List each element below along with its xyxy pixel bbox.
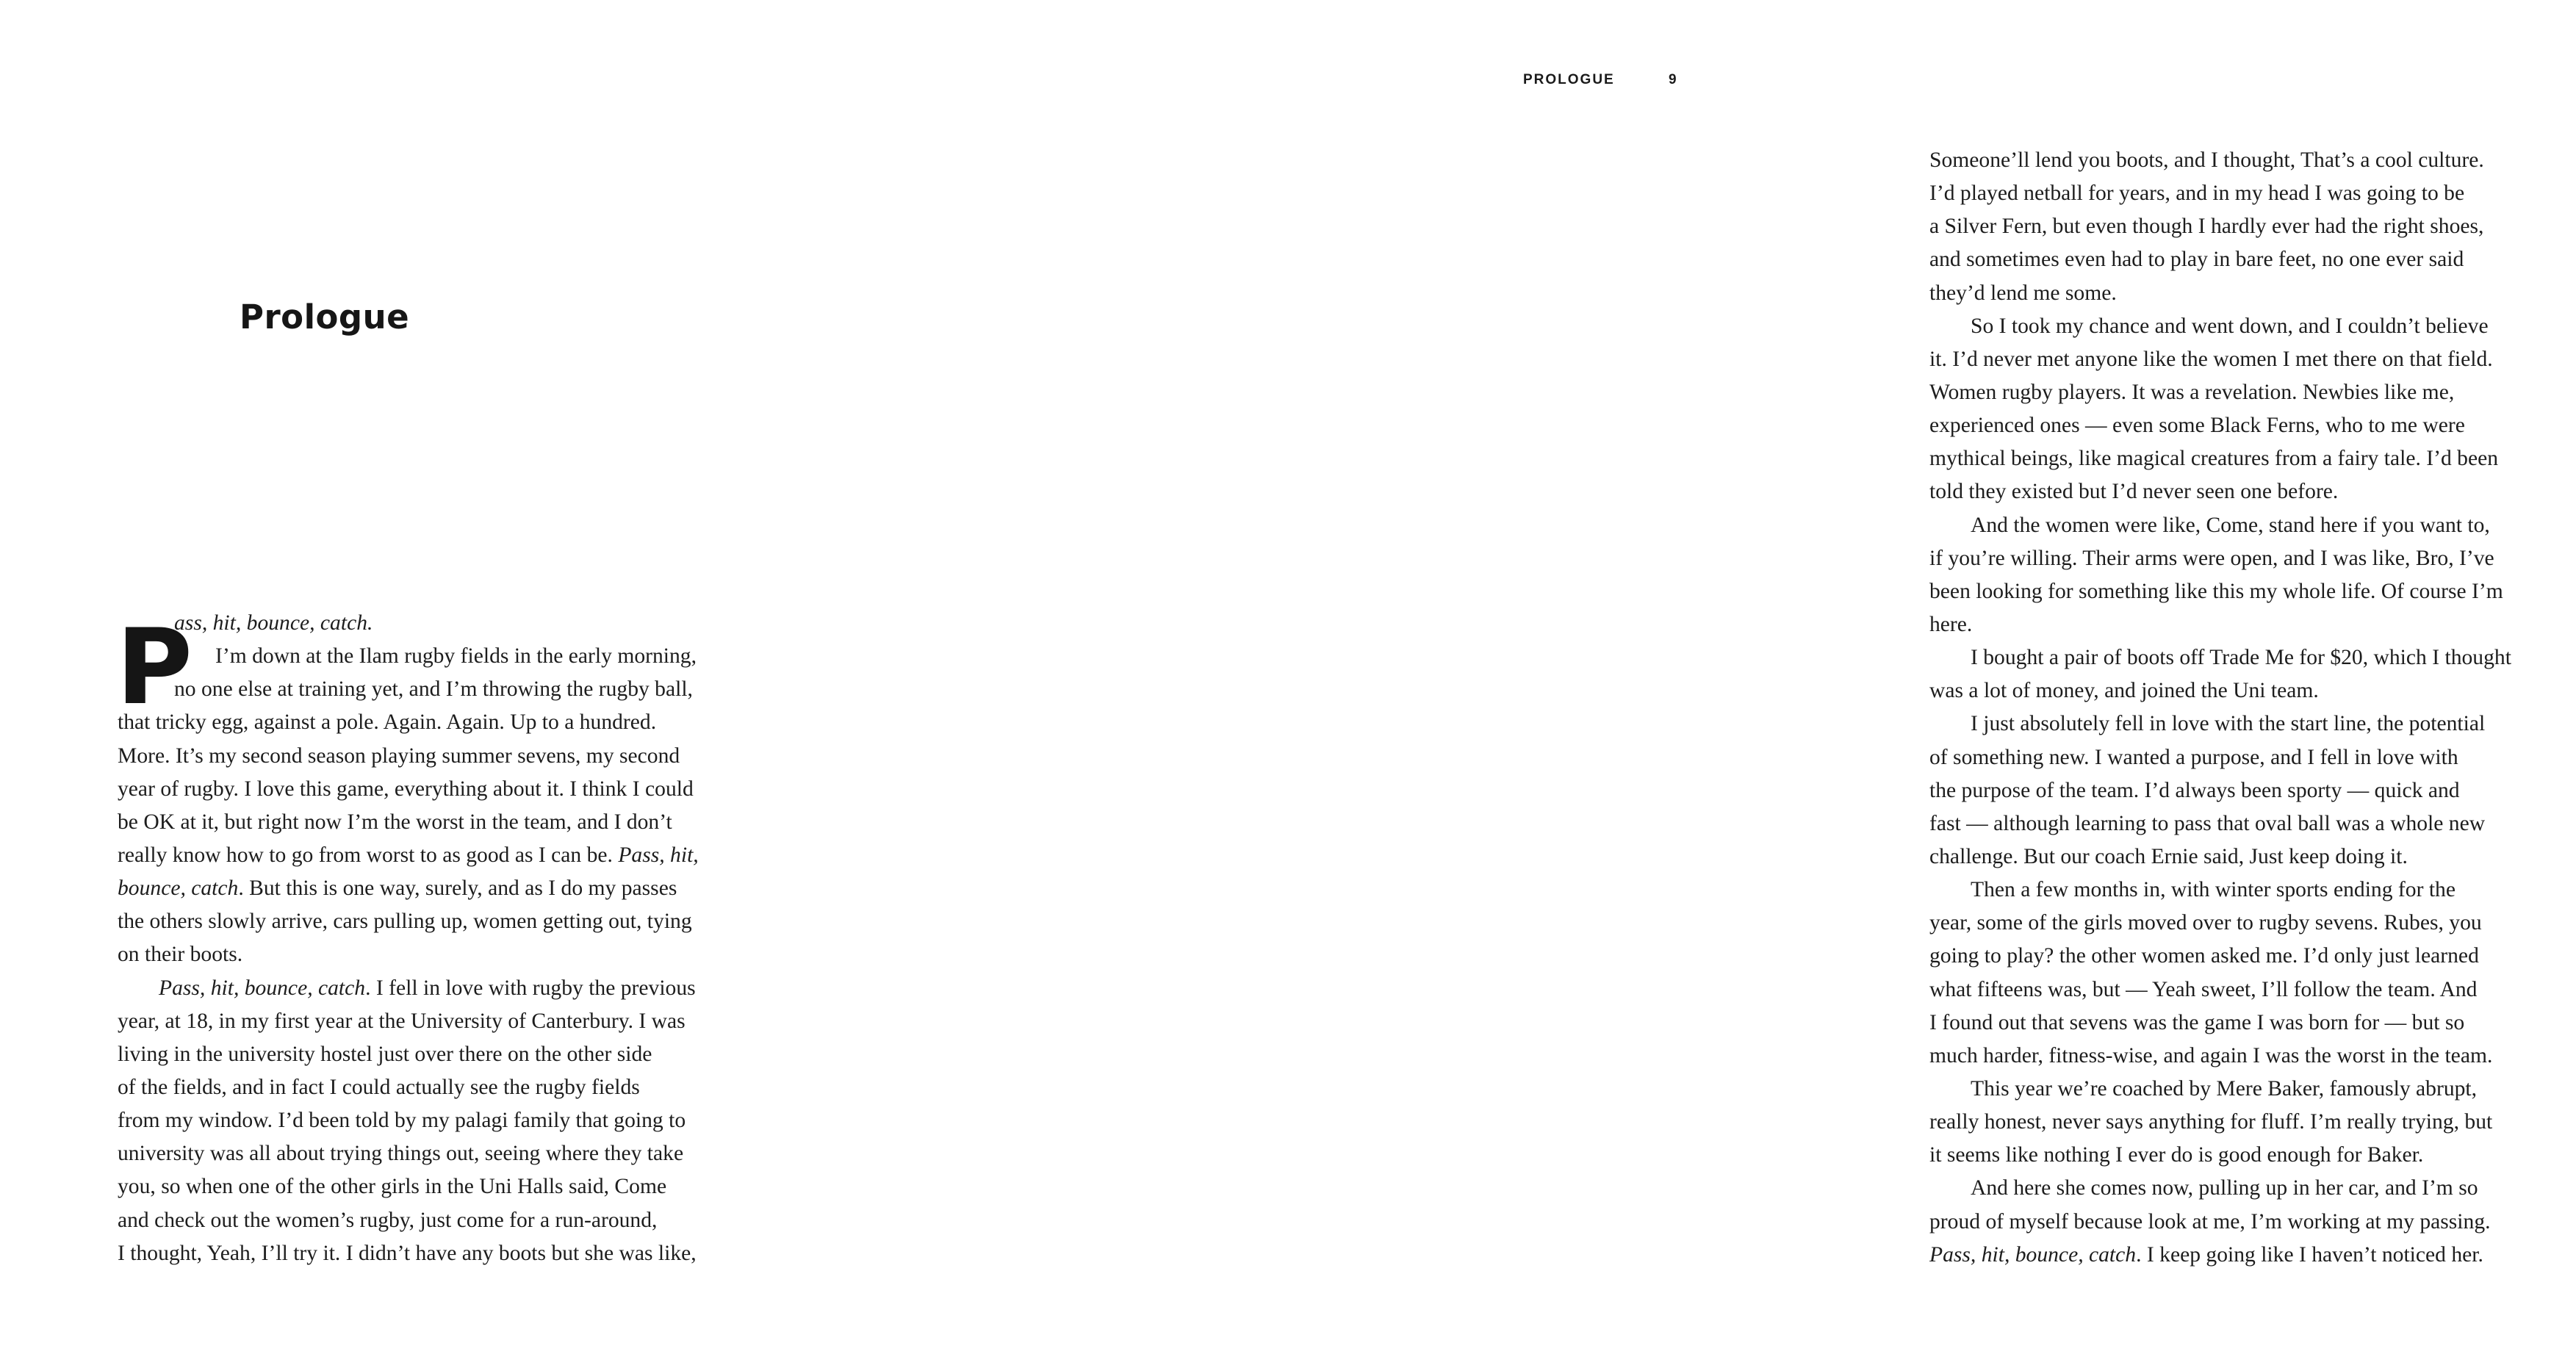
running-head-title: PROLOGUE (1523, 72, 1615, 87)
text-segment: experienced ones — even some Black Ferns, who to me were (1929, 414, 2465, 438)
text-line (1929, 1073, 2576, 1106)
text-segment: from my window. I’d been told by my palagi family that going to (118, 1109, 686, 1133)
text-segment: been looking for something like this my whole life. Of course I’m (1929, 579, 2503, 603)
text-segment: And the women were like, Come, stand here if you want to, (1971, 513, 2490, 537)
text-line (118, 1237, 764, 1270)
text-line (1929, 641, 2576, 674)
right-page (885, 0, 2511, 1354)
text-segment: year of rugby. I love this game, everything about it. I think I could (118, 777, 694, 801)
text-line (1929, 343, 2576, 376)
text-segment: More. It’s my second season playing summer sevens, my second (118, 743, 680, 768)
text-segment: mythical beings, like magical creatures from a fairy tale. I’d been (1929, 447, 2499, 471)
text-line (118, 640, 764, 673)
text-line (1929, 243, 2576, 276)
text-segment: I’d played netball for years, and in my head I was going to be (1929, 181, 2465, 206)
text-segment: This year we’re coached by Mere Baker, famously abrupt, (1971, 1076, 2478, 1101)
text-segment: I bought a pair of boots off Trade Me for $20, which I thought (1971, 646, 2511, 670)
text-segment: a Silver Fern, but even though I hardly ever had the right shoes, (1929, 215, 2484, 239)
text-line (1929, 1007, 2576, 1040)
left-body-text (118, 607, 764, 1270)
text-line (1929, 707, 2576, 741)
text-line (1929, 475, 2576, 508)
text-line (118, 607, 764, 640)
text-segment: I’m down at the Ilam rugby fields in the early morning, (215, 644, 697, 669)
text-line (1929, 973, 2576, 1007)
drop-cap: P (116, 607, 193, 728)
text-line (1929, 874, 2576, 907)
italic-text: Pass, hit, bounce, catch (1929, 1242, 2137, 1267)
italic-text: Pass, hit, (618, 843, 699, 867)
text-segment: university was all about trying things out, seeing where they take (118, 1142, 684, 1166)
text-segment: what fifteens was, but — Yeah sweet, I’ll follow the team. And (1929, 977, 2478, 1001)
text-line (1929, 144, 2576, 177)
text-segment: and sometimes even had to play in bare feet, no one ever said (1929, 248, 2464, 272)
text-line (1929, 310, 2576, 343)
text-segment: they’d lend me some. (1929, 281, 2117, 305)
text-segment: that tricky egg, against a pole. Again. Again. Up to a hundred. (118, 710, 657, 735)
text-segment: be OK at it, but right now I’m the worst in the team, and I don’t (118, 810, 672, 834)
text-line (1929, 741, 2576, 774)
text-line (1929, 177, 2576, 210)
text-line (1929, 1206, 2576, 1239)
right-body-text (1929, 144, 2576, 1272)
text-segment: I thought, Yeah, I’ll try it. I didn’t have any boots but she was like, (118, 1241, 697, 1265)
text-line (1929, 807, 2576, 840)
text-line (118, 905, 764, 938)
text-line (1929, 774, 2576, 807)
text-segment: fast — although learning to pass that oval ball was a whole new (1929, 811, 2486, 835)
text-line (1929, 409, 2576, 442)
text-segment: really honest, never says anything for fluff. I’m really trying, but (1929, 1110, 2493, 1134)
text-segment: the others slowly arrive, cars pulling up, women getting out, tying (118, 910, 692, 934)
text-segment: you, so when one of the other girls in the Uni Halls said, Come (118, 1175, 667, 1199)
text-line (1929, 210, 2576, 243)
text-segment: was a lot of money, and joined the Uni team. (1929, 679, 2319, 703)
text-segment: on their boots. (118, 943, 243, 967)
text-line (118, 806, 764, 839)
text-segment: And here she comes now, pulling up in her car, and I’m so (1971, 1176, 2478, 1200)
text-line (118, 1071, 764, 1104)
text-line (1929, 1106, 2576, 1139)
text-segment: really know how to go from worst to as good as I can be. (118, 843, 619, 867)
text-line (1929, 376, 2576, 409)
text-segment: I just absolutely fell in love with the start line, the potential (1971, 712, 2486, 736)
text-line (118, 972, 764, 1005)
text-segment: year, at 18, in my first year at the University of Canterbury. I was (118, 1009, 686, 1033)
text-segment: proud of myself because look at me, I’m working at my passing. (1929, 1209, 2491, 1234)
text-line (118, 1104, 764, 1137)
text-line (1929, 277, 2576, 310)
text-segment: Then a few months in, with winter sports ending for the (1971, 878, 2456, 902)
text-line (118, 1137, 764, 1170)
text-line (1929, 840, 2576, 874)
text-line (118, 1005, 764, 1038)
text-segment: Women rugby players. It was a revelation. Newbies like me, (1929, 380, 2455, 404)
text-segment: and check out the women’s rugby, just come for a run-around, (118, 1208, 658, 1232)
text-line (118, 938, 764, 971)
text-segment: So I took my chance and went down, and I couldn’t believe (1971, 314, 2489, 338)
text-line (118, 1170, 764, 1203)
text-line (118, 740, 764, 773)
text-line (1929, 542, 2576, 575)
text-line (1929, 1239, 2576, 1272)
text-line (118, 773, 764, 806)
text-segment: it. I’d never met anyone like the women I met there on that field. (1929, 347, 2493, 371)
text-line (1929, 1139, 2576, 1172)
text-segment: year, some of the girls moved over to rugby sevens. Rubes, you (1929, 911, 2482, 935)
text-segment: much harder, fitness-wise, and again I was the worst in the team. (1929, 1043, 2493, 1067)
text-line (118, 1204, 764, 1237)
text-segment: told they existed but I’d never seen one before. (1929, 480, 2339, 504)
italic-text: Pass, hit, bounce, catch (159, 976, 366, 1000)
text-segment: I found out that sevens was the game I was born for — but so (1929, 1010, 2465, 1034)
text-segment: living in the university hostel just over there on the other side (118, 1042, 652, 1066)
text-line (1929, 575, 2576, 608)
text-segment: challenge. But our coach Ernie said, Just keep doing it. (1929, 844, 2408, 868)
text-line (118, 872, 764, 905)
text-segment: no one else at training yet, and I’m throwing the rugby ball, (174, 677, 693, 702)
text-segment: of the fields, and in fact I could actually see the rugby fields (118, 1075, 640, 1099)
text-segment: it seems like nothing I ever do is good enough for Baker. (1929, 1143, 2424, 1167)
text-line (1929, 674, 2576, 707)
text-segment: the purpose of the team. I’d always been sporty — quick and (1929, 778, 2460, 802)
text-segment: . I fell in love with rugby the previous (365, 976, 696, 1000)
text-line (1929, 1172, 2576, 1205)
text-line (118, 839, 764, 872)
text-line (118, 1038, 764, 1071)
text-line (1929, 442, 2576, 475)
text-line (1929, 940, 2576, 973)
page-number: 9 (1669, 72, 1677, 87)
chapter-title: Prologue (240, 298, 410, 336)
text-line (1929, 608, 2576, 641)
text-segment: . But this is one way, surely, and as I do my passes (238, 876, 677, 901)
text-line (118, 706, 764, 739)
italic-text: ass, hit, bounce, catch. (174, 611, 373, 635)
text-line (1929, 1040, 2576, 1073)
italic-text: bounce, catch (118, 876, 239, 901)
text-segment: here. (1929, 612, 1973, 636)
text-segment: . I keep going like I haven’t noticed her. (2136, 1242, 2483, 1267)
text-line (1929, 907, 2576, 940)
text-segment: of something new. I wanted a purpose, and I fell in love with (1929, 745, 2458, 769)
text-segment: Someone’ll lend you boots, and I thought, That’s a cool culture. (1929, 148, 2484, 172)
text-segment: if you’re willing. Their arms were open, and I was like, Bro, I’ve (1929, 546, 2494, 570)
text-line (118, 673, 764, 706)
text-segment: going to play? the other women asked me. I’d only just learned (1929, 944, 2479, 968)
left-page (0, 0, 885, 1354)
text-line (1929, 509, 2576, 542)
running-head (1523, 72, 1832, 94)
